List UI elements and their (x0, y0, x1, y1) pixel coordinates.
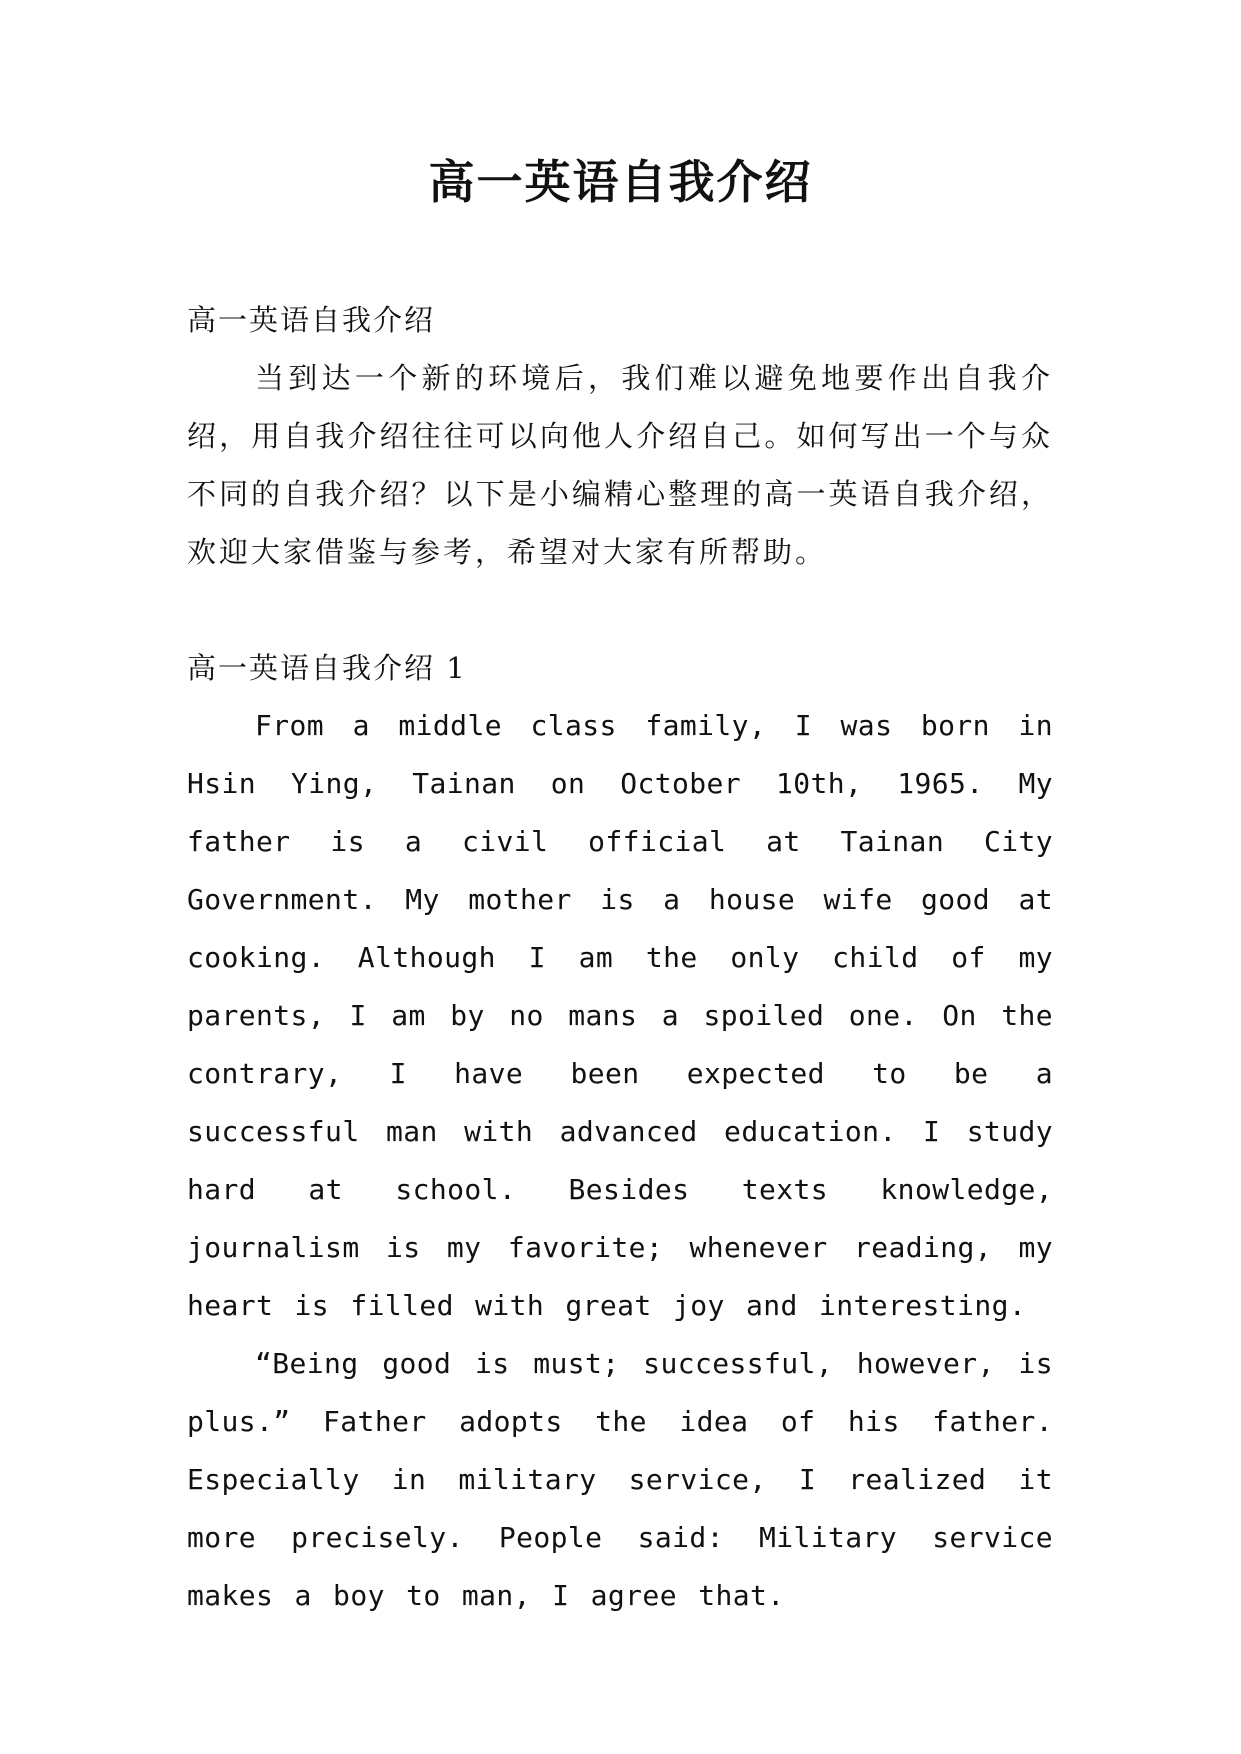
document-body (187, 291, 1053, 1625)
section-1-paragraph-2: “Being good is must; successful, however, is plus.” Father adopts the idea of his father. Especially in military service, I realized it more precisely. People said: Military service makes a boy to man, I agree that. (187, 1347, 1053, 1612)
section-1-heading: 高一英语自我介绍 1 (187, 651, 467, 685)
section-spacer (187, 581, 1053, 639)
intro-paragraph: 当到达一个新的环境后，我们难以避免地要作出自我介绍，用自我介绍往往可以向他人介绍自己。如何写出一个与众不同的自我介绍？以下是小编精心整理的高一英语自我介绍，欢迎大家借鉴与参考，希望对大家有所帮助。 (187, 361, 1053, 569)
intro-heading: 高一英语自我介绍 (187, 303, 436, 337)
document-title: 高一英语自我介绍 (428, 155, 813, 209)
section-1-paragraph-1: From a middle class family, I was born in Hsin Ying, Tainan on October 10th, 1965. My father is a civil official at Tainan City Government. My mother is a house wife good at cooking. Although I am the only child of my parents, I am by no mans a spoiled one. On the contrary, I have been expected to be a successful man with advanced education. I study hard at school. Besides texts knowledge, journalism is my favorite; whenever reading, my heart is filled with great joy and interesting. (187, 709, 1053, 1322)
